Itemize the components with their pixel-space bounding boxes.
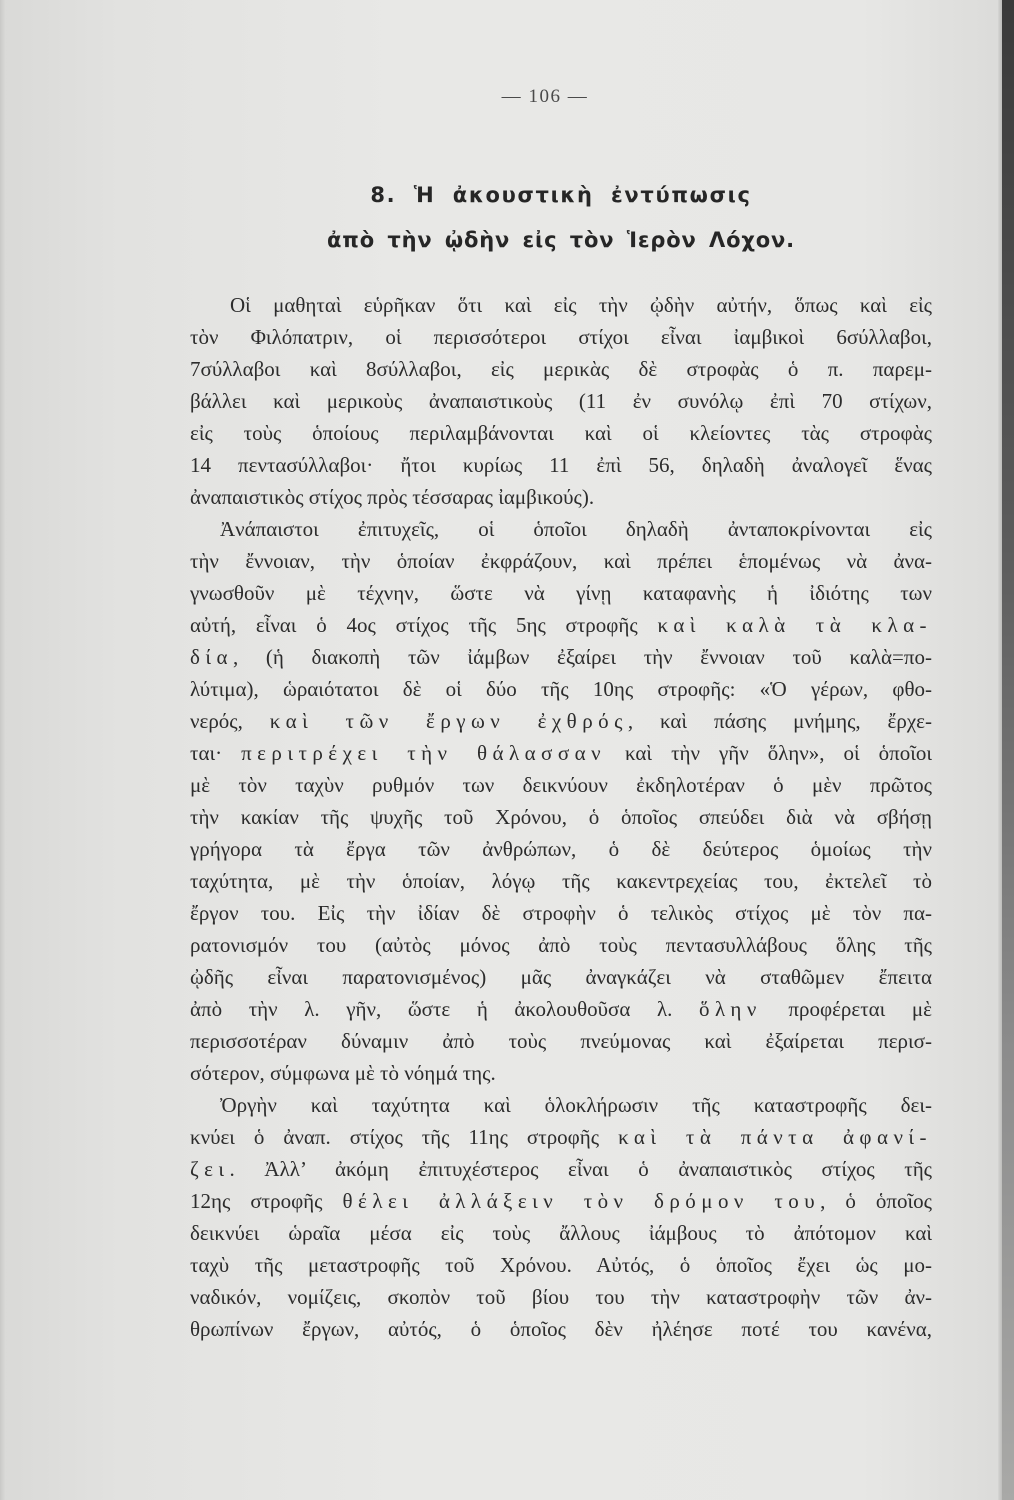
emphasized-text: θέλει ἀλλάξειν τὸν δρόμον του (342, 1189, 821, 1213)
text-segment: 12ης στροφῆς (190, 1189, 343, 1213)
text-line: περισσοτέραν δύναμιν ἀπὸ τοὺς πνεύμονας καὶ ἐξαίρεται περισ- (190, 1029, 932, 1053)
text-line: ταχύτητα, μὲ τὴν ὁποίαν, λόγῳ τῆς κακεντρεχείας του, ἐκτελεῖ τὸ (190, 869, 932, 893)
text-line: ρατονισμόν του (αὐτὸς μόνος ἀπὸ τοὺς πεντασυλλάβους ὅλης τῆς (190, 933, 932, 957)
section-title-line-2: ἀπὸ τὴν ᾠδὴν εἰς τὸν Ἱερὸν Λόχον. (327, 228, 795, 252)
text-line (190, 641, 932, 673)
text-line: 14 πεντασύλλαβοι· ἤτοι κυρίως 11 ἐπὶ 56, δηλαδὴ ἀναλογεῖ ἕνας (190, 453, 932, 477)
text-line: ἀναπαιστικὸς στίχος πρὸς τέσσαρας ἰαμβικούς). (190, 485, 595, 509)
emphasized-text: δία (190, 645, 233, 669)
text-line: μὲ τὸν ταχὺν ρυθμόν των δεικνύουν ἐκδηλοτέραν ὁ μὲν πρῶτος (190, 773, 932, 797)
text-segment: , ὁ ὁποῖος (820, 1189, 932, 1213)
emphasized-text: καὶ τῶν ἔργων ἐχθρός (269, 709, 628, 733)
emphasized-text: ὅλην (698, 997, 762, 1021)
paragraph (190, 1089, 932, 1345)
text-segment: . Ἀλλ’ ἀκόμη ἐπιτυχέστερος εἶναι ὁ ἀναπαιστικὸς στίχος τῆς (229, 1157, 932, 1181)
text-line (190, 993, 932, 1025)
text-line (190, 609, 932, 641)
text-line: ἔργον του. Εἰς τὴν ἰδίαν δὲ στροφὴν ὁ τελικὸς στίχος μὲ τὸν πα- (190, 901, 932, 925)
text-line (190, 705, 932, 737)
text-line: Ὀργὴν καὶ ταχύτητα καὶ ὁλοκλήρωσιν τῆς καταστροφῆς δει- (220, 1093, 932, 1117)
emphasized-text: καὶ καλὰ τὰ κλα- (657, 613, 933, 637)
page-number: — 106 — (501, 86, 589, 107)
text-line: Ἀνάπαιστοι ἐπιτυχεῖς, οἱ ὁποῖοι δηλαδὴ ἀνταποκρίνονται εἰς (220, 517, 932, 541)
text-segment: , καὶ πάσης μνήμης, ἔρχε- (627, 709, 932, 733)
text-segment: αὐτή, εἶναι ὁ 4ος στίχος τῆς 5ης στροφῆς (190, 613, 658, 637)
text-line: τὸν Φιλόπατριν, οἱ περισσότεροι στίχοι εἶναι ἰαμβικοὶ 6σύλλαβοι, (190, 325, 932, 349)
text-segment: ται· (190, 741, 242, 765)
text-segment: ἀπὸ τὴν λ. γῆν, ὥστε ἡ ἀκολουθοῦσα λ. (190, 997, 699, 1021)
text-line: ναδικόν, νομίζεις, σκοπὸν τοῦ βίου του τὴν καταστροφὴν τῶν ἀν- (190, 1285, 932, 1309)
paragraph (190, 289, 932, 513)
text-line: βάλλει καὶ μερικοὺς ἀναπαιστικοὺς (11 ἐν συνόλῳ ἐπὶ 70 στίχων, (190, 389, 932, 413)
text-line: 7σύλλαβοι καὶ 8σύλλαβοι, εἰς μερικὰς δὲ στροφὰς ὁ π. παρεμ- (190, 357, 932, 381)
text-line: θρωπίνων ἔργων, αὐτός, ὁ ὁποῖος δὲν ἠλέησε ποτέ του κανένα, (190, 1317, 932, 1341)
page-edge-shadow-left (0, 0, 6, 1500)
text-line: τὴν ἔννοιαν, τὴν ὁποίαν ἐκφράζουν, καὶ πρέπει ἑπομένως νὰ ἀνα- (190, 549, 932, 573)
paragraph (190, 513, 932, 1089)
text-line: τὴν κακίαν τῆς ψυχῆς τοῦ Χρόνου, ὁ ὁποῖος σπεύδει διὰ νὰ σβήσῃ (190, 805, 932, 829)
text-line: ταχὺ τῆς μεταστροφῆς τοῦ Χρόνου. Αὐτός, ὁ ὁποῖος ἔχει ὡς μο- (190, 1253, 932, 1277)
text-segment: κνύει ὁ ἀναπ. στίχος τῆς 11ης στροφῆς (190, 1125, 619, 1149)
text-line (190, 1185, 932, 1217)
text-line: γνωσθοῦν μὲ τέχνην, ὥστε νὰ γίνῃ καταφανὴς ἡ ἰδιότης των (190, 581, 932, 605)
section-title-line-1: 8. Ἡ ἀκουστικὴ ἐντύπωσις (370, 183, 752, 207)
text-line: σότερον, σύμφωνα μὲ τὸ νόημά της. (190, 1061, 496, 1085)
text-line: εἰς τοὺς ὁποίους περιλαμβάνονται καὶ οἱ κλείοντες τὰς στροφὰς (190, 421, 932, 445)
emphasized-text: περιτρέχει τὴν θάλασσαν (241, 741, 607, 765)
emphasized-text: καὶ τὰ πάντα ἀφανί- (618, 1125, 932, 1149)
text-segment: προφέρεται μὲ (761, 997, 932, 1021)
text-line: δεικνύει ὡραῖα μέσα εἰς τοὺς ἄλλους ἰάμβους τὸ ἀπότομον καὶ (190, 1221, 932, 1245)
text-line (190, 737, 932, 769)
text-line: γρήγορα τὰ ἔργα τῶν ἀνθρώπων, ὁ δὲ δεύτερος ὁμοίως τὴν (190, 837, 932, 861)
text-line: Οἱ μαθηταὶ εὑρῆκαν ὅτι καὶ εἰς τὴν ᾠδὴν αὐτήν, ὅπως καὶ εἰς (230, 293, 932, 317)
body-text (190, 289, 932, 1345)
text-segment: , (ἡ διακοπὴ τῶν ἰάμβων ἐξαίρει τὴν ἔννοιαν τοῦ καλὰ=πο- (232, 645, 932, 669)
text-line (190, 1153, 932, 1185)
text-segment: καὶ τὴν γῆν ὅλην», οἱ ὁποῖοι (606, 741, 932, 765)
text-segment: νερός, (190, 709, 270, 733)
text-line (190, 1121, 932, 1153)
text-line: λύτιμα), ὡραιότατοι δὲ οἱ δύο τῆς 10ης στροφῆς: «Ὁ γέρων, φθο- (190, 677, 932, 701)
emphasized-text: ζει (190, 1157, 230, 1181)
text-line: ᾠδῆς εἶναι παρατονισμένος) μᾶς ἀναγκάζει νὰ σταθῶμεν ἔπειτα (190, 965, 932, 989)
page-edge-shadow-right (1002, 0, 1014, 1500)
